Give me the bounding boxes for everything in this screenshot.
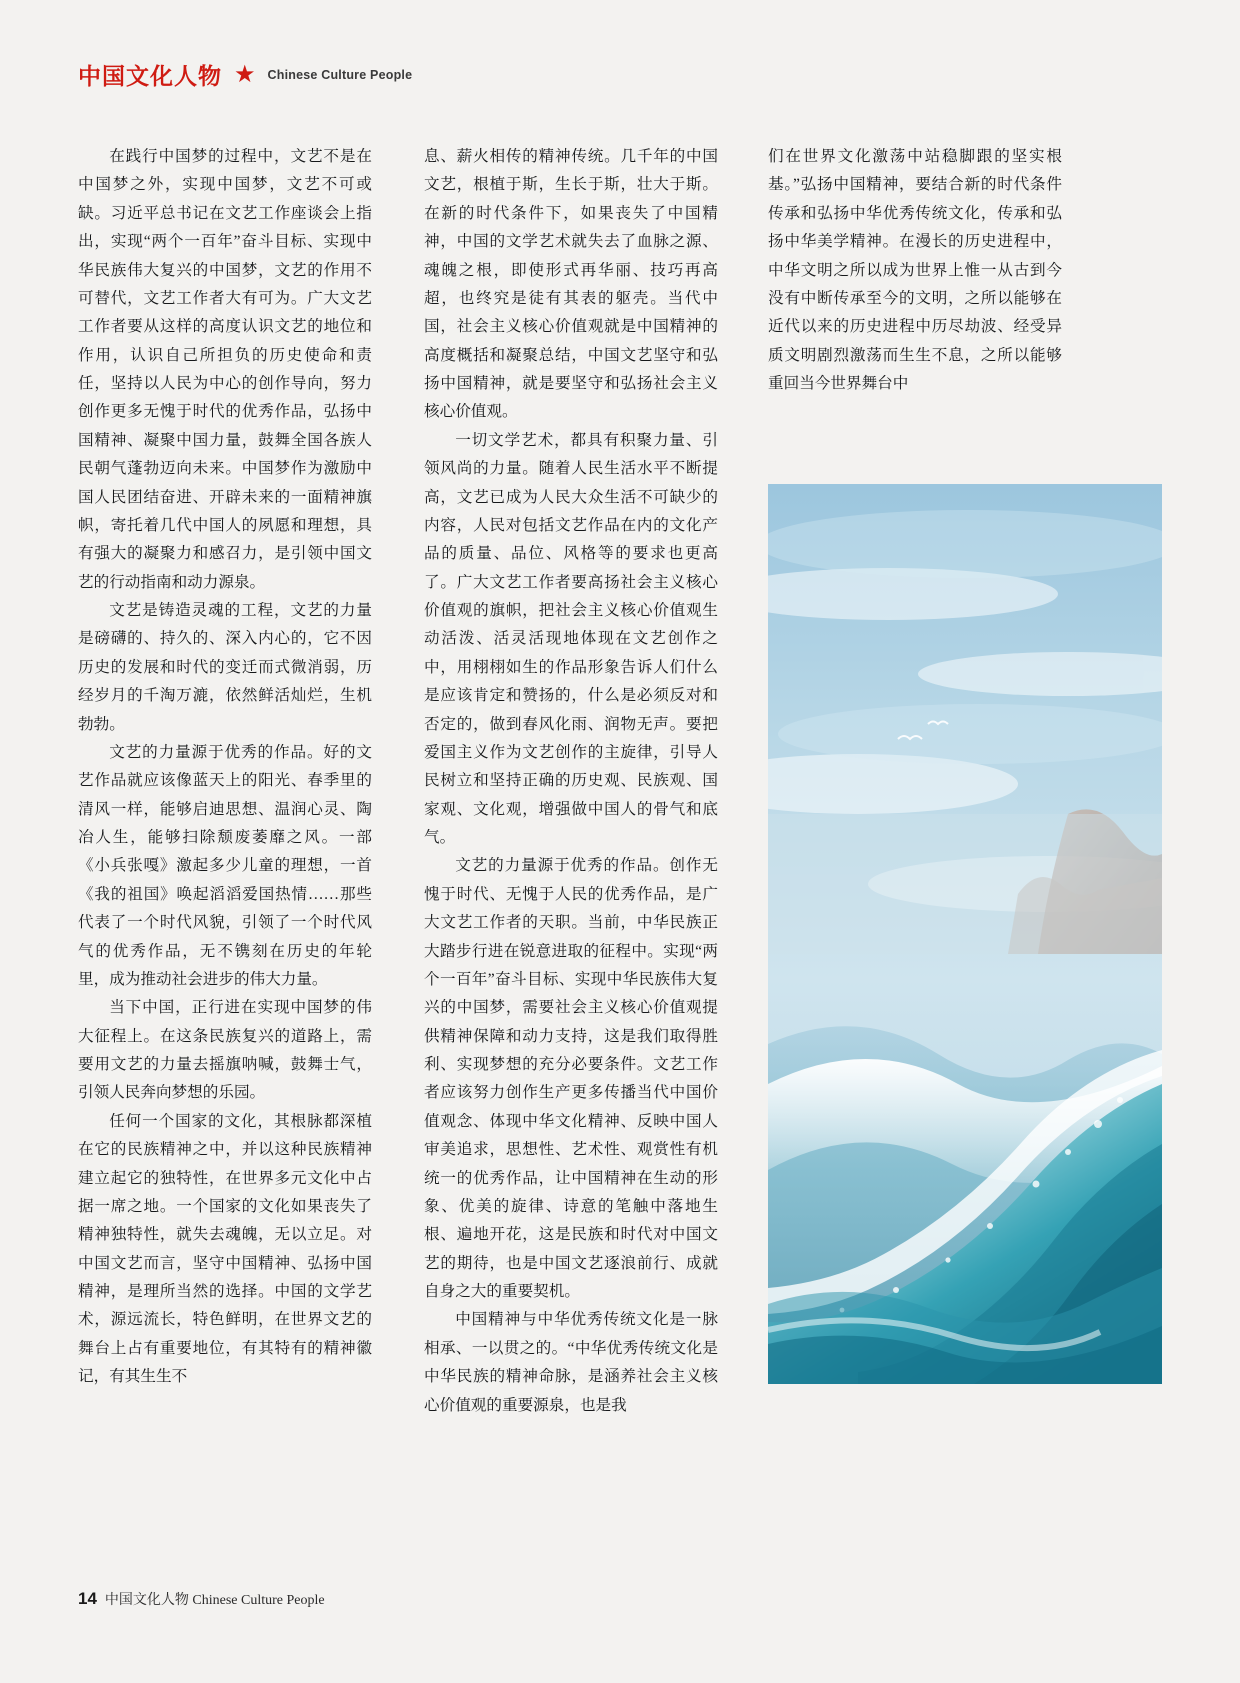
paragraph: 任何一个国家的文化，其根脉都深植在它的民族精神之中，并以这种民族精神建立起它的独特性，在世界多元文化中占据一席之地。一个国家的文化如果丧失了精神独特性，就失去魂魄，无以立足。对中国文艺而言，坚守中国精神、弘扬中国精神，是理所当然的选择。中国的文学艺术，源远流长，特色鲜明，在世界文艺的舞台上占有重要地位，有其特有的精神徽记，有其生生不 xyxy=(78,1112,372,1386)
masthead-logo-en: Chinese Culture People xyxy=(267,67,413,82)
page-footer xyxy=(78,1589,325,1609)
paragraph: 一切文学艺术，都具有积聚力量、引领风尚的力量。随着人民生活水平不断提高，文艺已成为人民大众生活不可缺少的内容，人民对包括文艺作品在内的文化产品的质量、品位、风格等的要求也更高了。广大文艺工作者要高扬社会主义核心价值观的旗帜，把社会主义核心价值观生动活泼、活灵活现地体现在文艺创作之中，用栩栩如生的作品形象告诉人们什么是应该肯定和赞扬的，什么是必须反对和否定的，做到春风化雨、润物无声。要把爱国主义作为文艺创作的主旋律，引导人民树立和坚持正确的历史观、民族观、国家观、文化观，增强做中国人的骨气和底气。 xyxy=(424,431,718,846)
paragraph: 息、薪火相传的精神传统。几千年的中国文艺，根植于斯，生长于斯，壮大于斯。在新的时代条件下，如果丧失了中国精神，中国的文学艺术就失去了血脉之源、魂魄之根，即使形式再华丽、技巧再高超，也终究是徒有其表的躯壳。当代中国，社会主义核心价值观就是中国精神的高度概括和凝聚总结，中国文艺坚守和弘扬中国精神，就是要坚守和弘扬社会主义核心价值观。 xyxy=(424,148,718,421)
artwork-illustration xyxy=(768,484,1162,1384)
paragraph: 当下中国，正行进在实现中国梦的伟大征程上。在这条民族复兴的道路上，需要用文艺的力量去摇旗呐喊，鼓舞士气，引领人民奔向梦想的乐园。 xyxy=(78,999,372,1102)
paragraph: 文艺的力量源于优秀的作品。好的文艺作品就应该像蓝天上的阳光、春季里的清风一样，能够启迪思想、温润心灵、陶冶人生，能够扫除颓废萎靡之风。一部《小兵张嘎》激起多少儿童的理想，一首《我的祖国》唤起滔滔爱国热情……那些代表了一个时代风貌，引领了一个时代风气的优秀作品，无不镌刻在历史的年轮里，成为推动社会进步的伟大力量。 xyxy=(78,743,372,988)
star-icon: ★ xyxy=(234,61,256,88)
masthead-logo-cn: 中国文化人物 xyxy=(78,64,222,89)
text-column-3 xyxy=(768,143,1062,463)
text-column-2 xyxy=(424,143,718,1420)
paragraph: 文艺的力量源于优秀的作品。创作无愧于时代、无愧于人民的优秀作品，是广大文艺工作者的天职。当前，中华民族正大踏步行进在锐意进取的征程中。实现“两个一百年”奋斗目标、实现中华民族伟大复兴的中国梦，需要社会主义核心价值观提供精神保障和动力支持，这是我们取得胜利、实现梦想的充分必要条件。文艺工作者应该努力创作生产更多传播当代中国价值观念、体现中华文化精神、反映中国人审美追求，思想性、艺术性、观赏性有机统一的优秀作品，让中国精神在生动的形象、优美的旋律、诗意的笔触中落地生根、遍地开花，这是民族和时代对中国文艺的期待，也是中国文艺逐浪前行、成就自身之大的重要契机。 xyxy=(424,857,718,1300)
paragraph: 们在世界文化激荡中站稳脚跟的坚实根基。”弘扬中国精神，要结合新的时代条件传承和弘扬中华优秀传统文化，传承和弘扬中华美学精神。在漫长的历史进程中，中华文明之所以成为世界上惟一从古到今没有中断传承至今的文明，之所以能够在近代以来的历史进程中历尽劫波、经受异质文明剧烈激荡而生生不息，之所以能够重回当今世界舞台中 xyxy=(768,148,1062,392)
ocean-wave-painting xyxy=(768,484,1162,1384)
text-column-1 xyxy=(78,143,372,1392)
page-number: 14 xyxy=(78,1589,97,1608)
paragraph: 在践行中国梦的过程中，文艺不是在中国梦之外，实现中国梦，文艺不可或缺。习近平总书记在文艺工作座谈会上指出，实现“两个一百年”奋斗目标、实现中华民族伟大复兴的中国梦，文艺的作用不可替代，文艺工作者大有可为。广大文艺工作者要从这样的高度认识文艺的地位和作用，认识自己所担负的历史使命和责任，坚持以人民为中心的创作导向，努力创作更多无愧于时代的优秀作品，弘扬中国精神、凝聚中国力量，鼓舞全国各族人民朝气蓬勃迈向未来。中国梦作为激励中国人民团结奋进、开辟未来的一面精神旗帜，寄托着几代中国人的夙愿和理想，具有强大的凝聚力和感召力，是引领中国文艺的行动指南和动力源泉。 xyxy=(78,148,372,591)
paragraph: 文艺是铸造灵魂的工程，文艺的力量是磅礴的、持久的、深入内心的，它不因历史的发展和时代的变迁而式微消弱，历经岁月的千淘万漉，依然鲜活灿烂，生机勃勃。 xyxy=(78,602,372,733)
masthead xyxy=(78,58,412,91)
paragraph: 中国精神与中华优秀传统文化是一脉相承、一以贯之的。“中华优秀传统文化是中华民族的精神命脉，是涵养社会主义核心价值观的重要源泉，也是我 xyxy=(424,1311,718,1414)
footer-text: 中国文化人物 Chinese Culture People xyxy=(104,1593,325,1608)
